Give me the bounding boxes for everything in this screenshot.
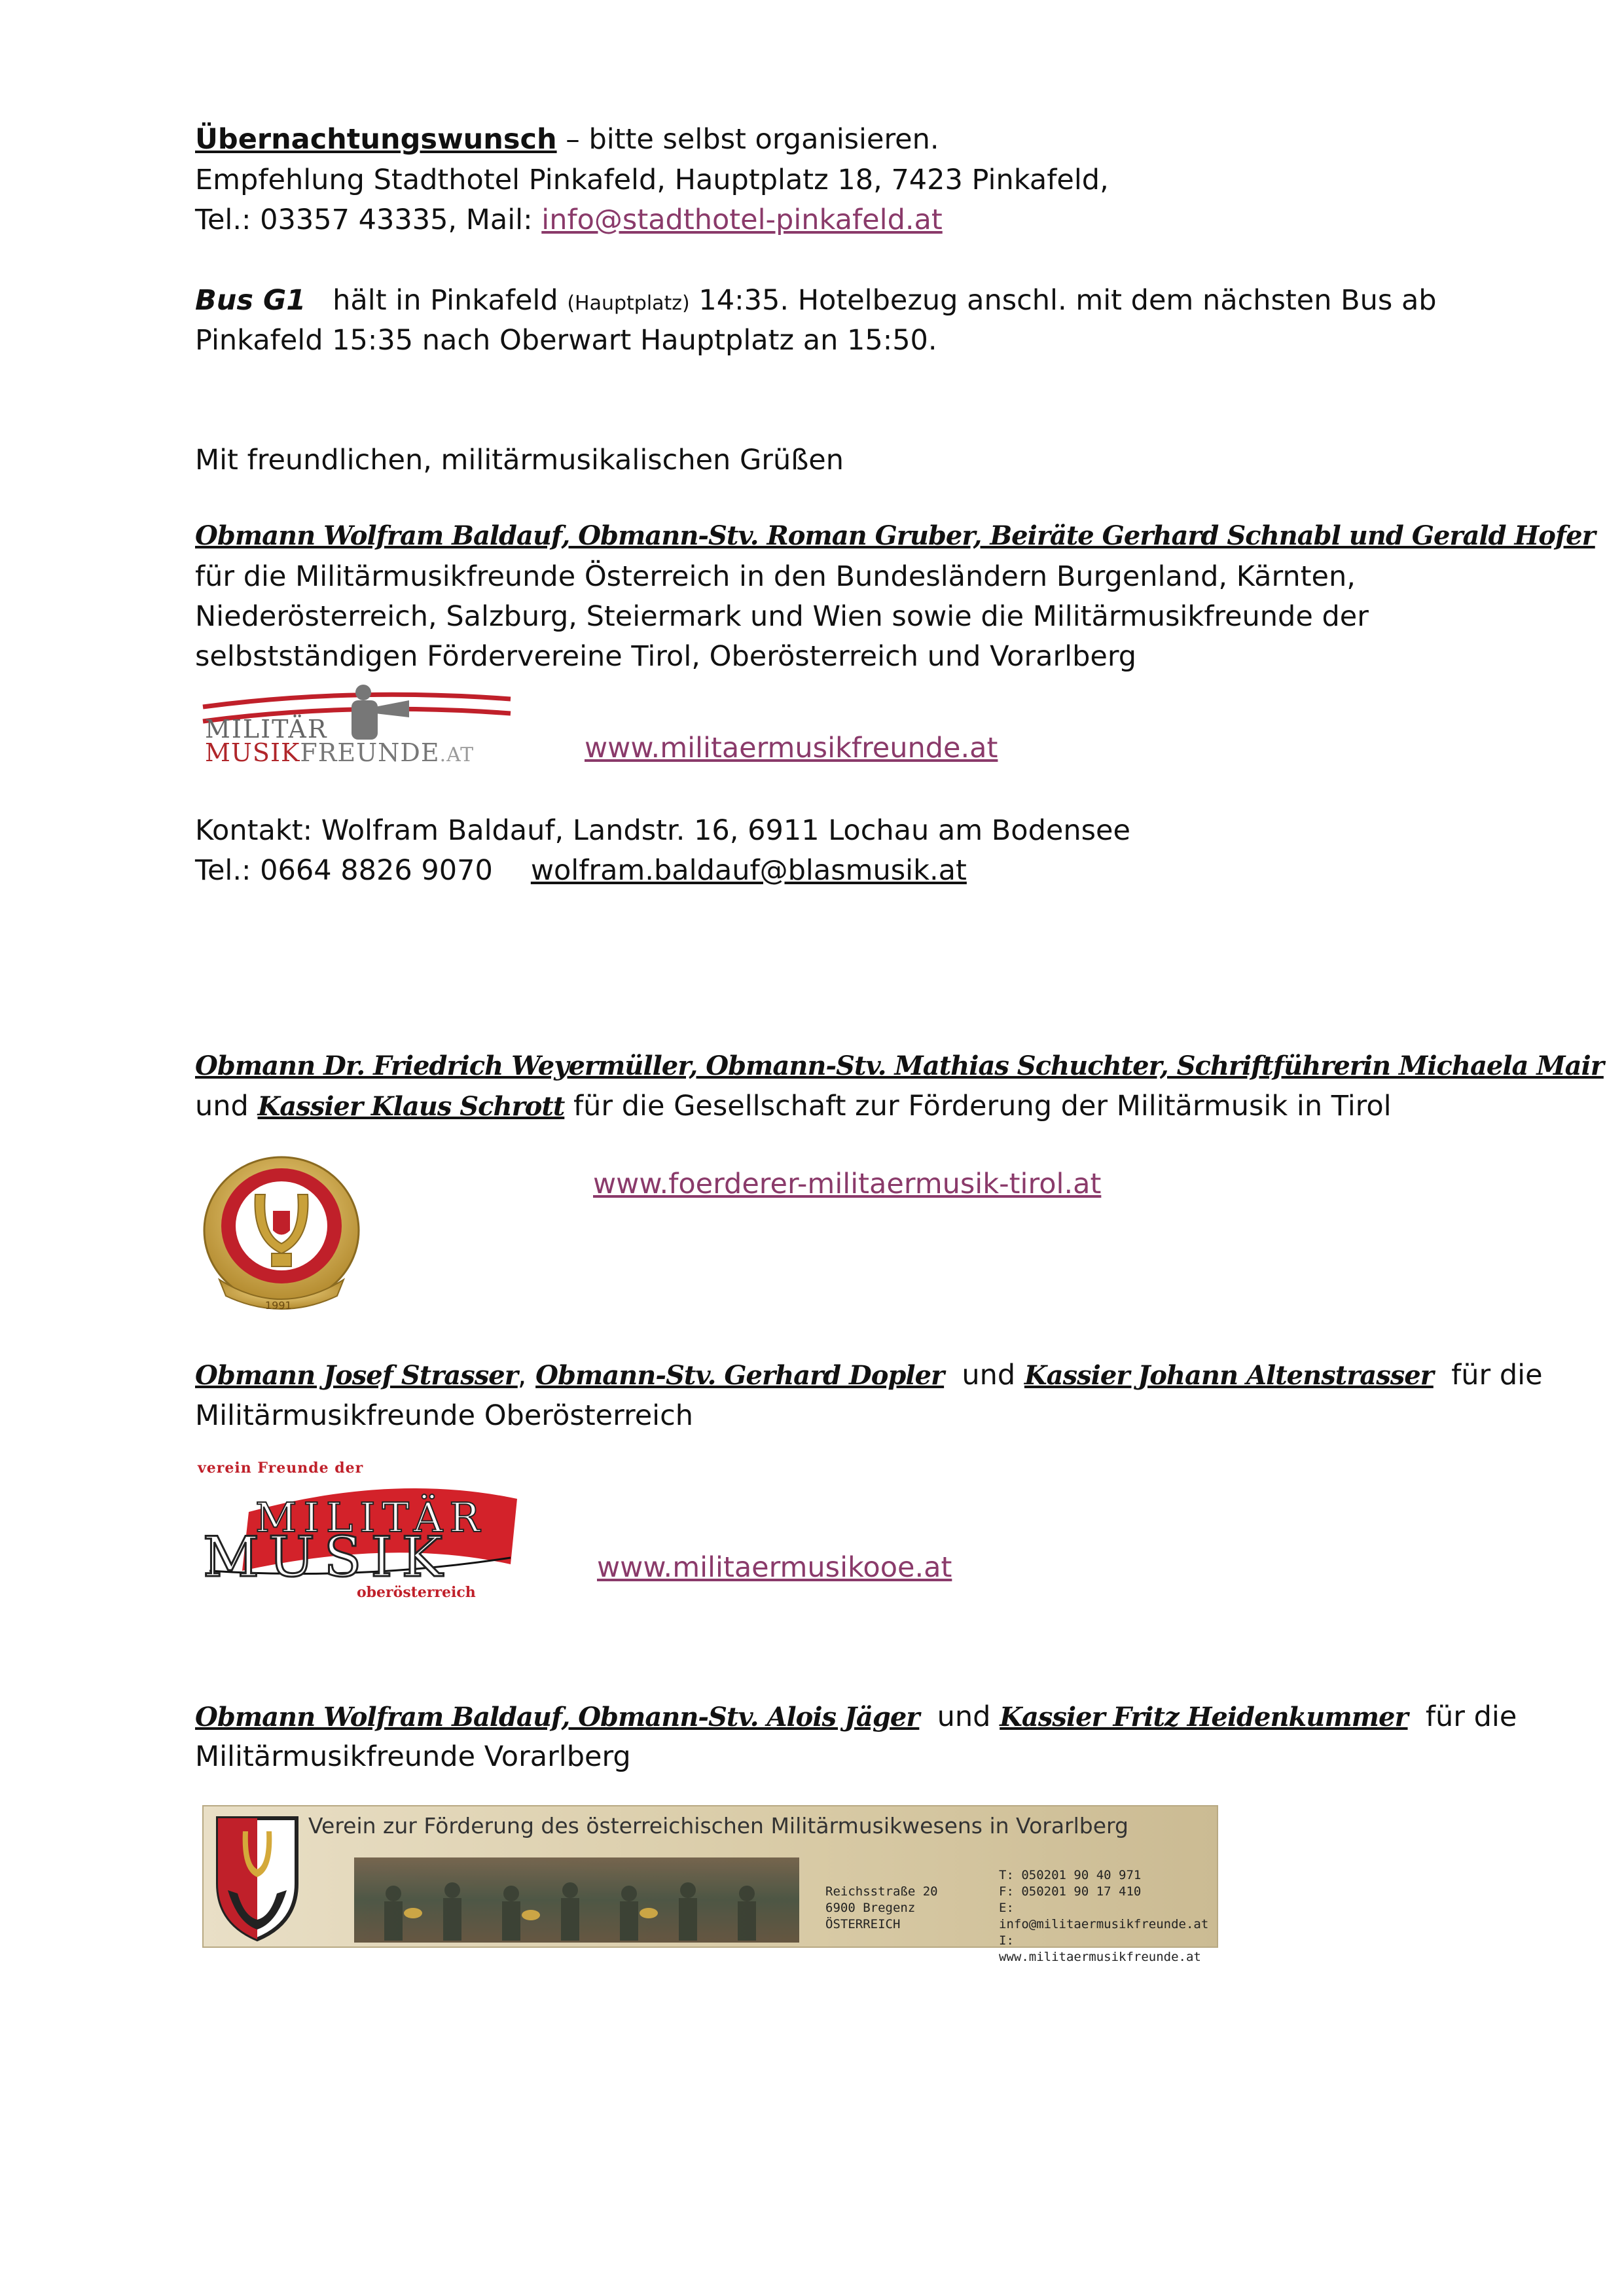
block4-names2: Kassier Fritz Heidenkummer — [1000, 1702, 1408, 1732]
block3-line2: Militärmusikfreunde Oberösterreich — [195, 1399, 694, 1432]
bus-line1 — [195, 280, 1437, 324]
overnight-heading: Übernachtungswunsch — [195, 123, 557, 156]
ooe-logo-bottom: oberösterreich — [357, 1584, 476, 1601]
vorarlberg-shield-icon — [211, 1812, 303, 1943]
logo-bottom: MUSIKFREUNDE.AT — [205, 738, 475, 767]
block4-line1: Obmann Wolfram Baldauf, Obmann-Stv. Alois Jäger und Kassier Fritz Heidenkummer für die — [195, 1700, 1517, 1733]
contact-email-link[interactable]: wolfram.baldauf@blasmusik.at — [530, 854, 967, 887]
logo-top: MILITÄR — [205, 715, 328, 744]
block1-line3: selbstständigen Fördervereine Tirol, Oberösterreich und Vorarlberg — [195, 640, 1137, 673]
bus-text1: hält in Pinkafeld — [306, 284, 568, 317]
block2-names1: Obmann Dr. Friedrich Weyermüller, Obmann-Stv. Mathias Schuchter, Schriftführerin Michaela Mair — [195, 1050, 1604, 1081]
hotel-tel: Tel.: 03357 43335, Mail: — [195, 204, 542, 236]
contact-tel: Tel.: 0664 8826 9070 — [195, 854, 493, 887]
block2-line2: und Kassier Klaus Schrott für die Gesellschaft zur Förderung der Militärmusik in Tirol — [195, 1090, 1392, 1122]
ooe-logo-top: verein Freunde der — [198, 1460, 364, 1477]
block3-names2: Obmann-Stv. Gerhard Dopler — [535, 1360, 945, 1391]
ooe-link[interactable]: www.militaermusikooe.at — [597, 1551, 952, 1584]
contact-line: Kontakt: Wolfram Baldauf, Landstr. 16, 6911 Lochau am Bodensee — [195, 814, 1130, 847]
band-photo — [354, 1857, 799, 1943]
militaermusikfreunde-link[interactable]: www.militaermusikfreunde.at — [585, 732, 998, 764]
block4-names1: Obmann Wolfram Baldauf, Obmann-Stv. Alois Jäger — [195, 1702, 920, 1732]
overnight-heading-rest: – bitte selbst organisieren. — [556, 123, 939, 156]
overnight-line3 — [195, 200, 943, 240]
banner-address: Reichsstraße 20 6900 Bregenz ÖSTERREICH — [825, 1884, 938, 1931]
greeting: Mit freundlichen, militärmusikalischen Grüßen — [195, 444, 844, 476]
block3-names3: Kassier Johann Altenstrasser — [1024, 1360, 1434, 1391]
overnight-line1 — [195, 119, 939, 160]
banner-contacts: T: 050201 90 40 971 F: 050201 90 17 410 E: info@militaermusikfreunde.at I: www.militaermusikfreunde.at — [999, 1868, 1209, 1964]
block3-line1: Obmann Josef Strasser, Obmann-Stv. Gerhard Dopler und Kassier Johann Altenstrasser für die — [195, 1359, 1543, 1391]
block4-line2: Militärmusikfreunde Vorarlberg — [195, 1740, 631, 1773]
vorarlberg-banner — [202, 1805, 1218, 1964]
seal-year: 1991 — [265, 1299, 292, 1312]
tirol-seal-logo — [200, 1155, 363, 1319]
block3-names1: Obmann Josef Strasser — [195, 1360, 518, 1391]
bus-text2: 14:35. Hotelbezug anschl. mit dem nächsten Bus ab — [689, 284, 1437, 317]
block1-line2: Niederösterreich, Salzburg, Steiermark und Wien sowie die Militärmusikfreunde der — [195, 600, 1369, 633]
contact-tel-line — [195, 850, 967, 891]
block1-names: Obmann Wolfram Baldauf, Obmann-Stv. Roman Gruber, Beiräte Gerhard Schnabl und Gerald Hofer — [195, 520, 1595, 551]
tirol-link[interactable]: www.foerderer-militaermusik-tirol.at — [593, 1168, 1102, 1200]
eagle-shield-icon — [273, 1211, 290, 1235]
overnight-line2: Empfehlung Stadthotel Pinkafeld, Hauptplatz 18, 7423 Pinkafeld, — [195, 164, 1109, 196]
ooe-logo-mid2: MUSIK — [203, 1525, 452, 1589]
bus-line2: Pinkafeld 15:35 nach Oberwart Hauptplatz an 15:50. — [195, 324, 937, 357]
block1-line1: für die Militärmusikfreunde Österreich in den Bundesländern Burgenland, Kärnten, — [195, 560, 1356, 593]
banner-title: Verein zur Förderung des österreichischen Militärmusikwesens in Vorarlberg — [308, 1813, 1128, 1839]
bus-small: (Hauptplatz) — [567, 292, 690, 315]
bus-label: Bus G1 — [195, 284, 306, 317]
hotel-mail-link[interactable]: info@stadthotel-pinkafeld.at — [541, 204, 943, 236]
militaermusik-ooe-logo — [196, 1460, 524, 1604]
militaermusikfreunde-logo — [200, 681, 514, 767]
ooe-logo-mid1: MILITÄR — [255, 1494, 487, 1541]
block2-names2: Kassier Klaus Schrott — [257, 1091, 565, 1122]
